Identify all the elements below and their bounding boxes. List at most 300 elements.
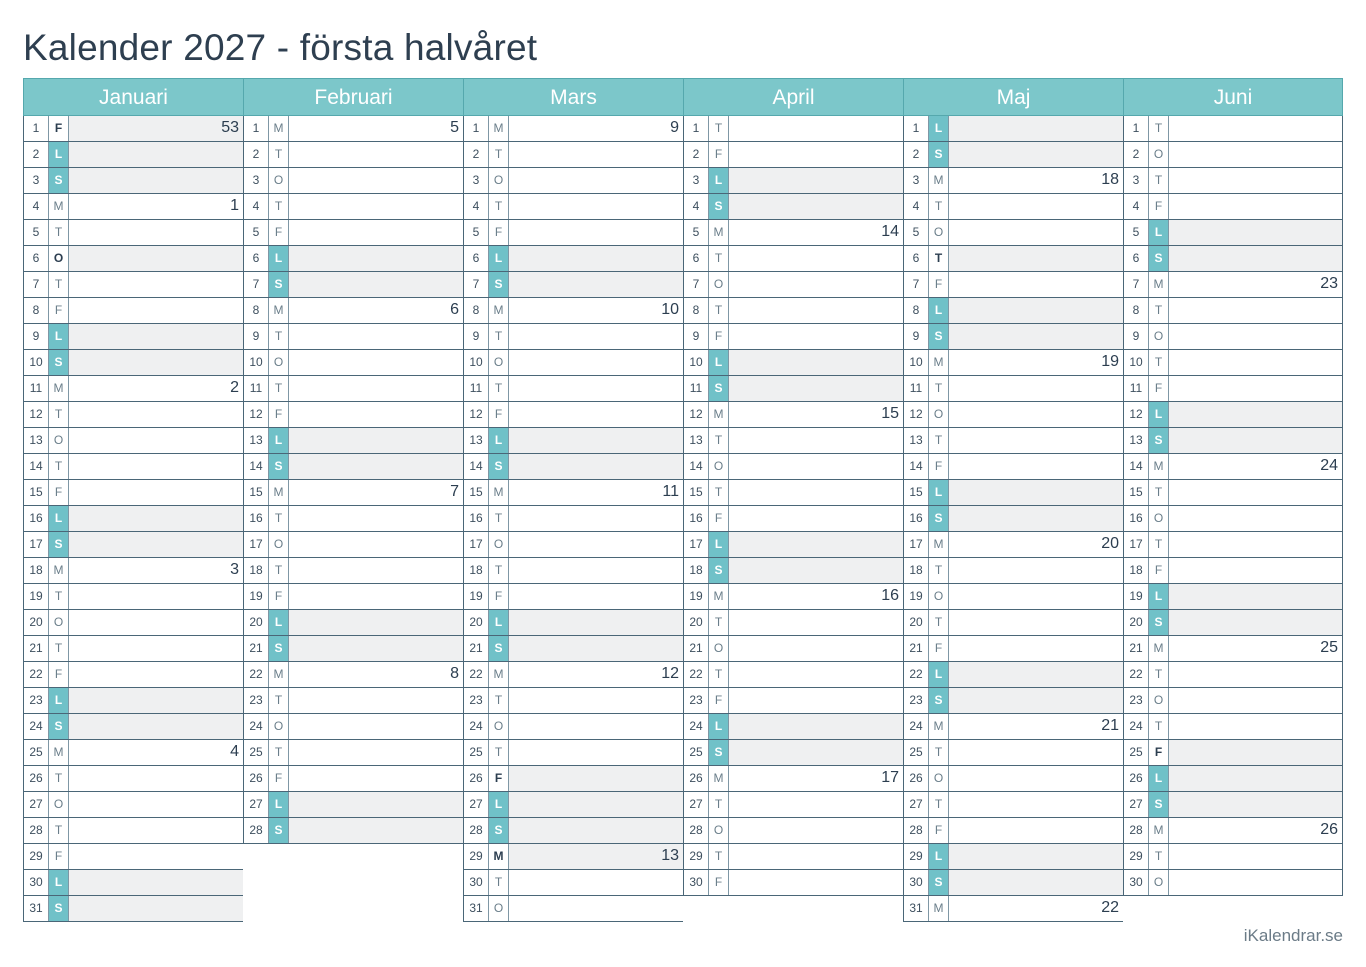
day-note-cell[interactable]	[289, 246, 463, 271]
day-row[interactable]	[243, 506, 463, 532]
day-note-cell[interactable]	[69, 740, 243, 765]
day-note-cell[interactable]	[69, 194, 243, 219]
day-note-cell[interactable]	[729, 506, 903, 531]
day-note-cell[interactable]	[949, 142, 1123, 167]
day-row[interactable]	[23, 376, 243, 402]
day-row[interactable]	[683, 532, 903, 558]
day-row[interactable]	[683, 558, 903, 584]
day-note-cell[interactable]	[949, 246, 1123, 271]
day-note-cell[interactable]	[289, 402, 463, 427]
day-row[interactable]	[243, 246, 463, 272]
day-note-cell[interactable]	[729, 610, 903, 635]
day-row[interactable]	[23, 558, 243, 584]
day-row[interactable]	[903, 662, 1123, 688]
day-note-cell[interactable]	[289, 662, 463, 687]
day-row[interactable]	[683, 350, 903, 376]
day-row[interactable]	[1123, 636, 1343, 662]
day-row[interactable]	[23, 688, 243, 714]
day-row[interactable]	[463, 376, 683, 402]
day-note-cell[interactable]	[949, 376, 1123, 401]
day-note-cell[interactable]	[1169, 610, 1342, 635]
day-row[interactable]	[243, 298, 463, 324]
day-row[interactable]	[903, 740, 1123, 766]
day-note-cell[interactable]	[949, 714, 1123, 739]
day-note-cell[interactable]	[1169, 376, 1342, 401]
day-row[interactable]	[1123, 792, 1343, 818]
day-note-cell[interactable]	[69, 558, 243, 583]
day-note-cell[interactable]	[729, 376, 903, 401]
day-note-cell[interactable]	[729, 454, 903, 479]
day-row[interactable]	[23, 896, 243, 922]
day-row[interactable]	[243, 220, 463, 246]
day-row[interactable]	[903, 142, 1123, 168]
day-row[interactable]	[23, 246, 243, 272]
day-note-cell[interactable]	[69, 714, 243, 739]
day-note-cell[interactable]	[69, 506, 243, 531]
day-note-cell[interactable]	[69, 298, 243, 323]
day-note-cell[interactable]	[949, 818, 1123, 843]
day-note-cell[interactable]	[1169, 428, 1342, 453]
day-row[interactable]	[463, 506, 683, 532]
day-row[interactable]	[683, 246, 903, 272]
day-note-cell[interactable]	[949, 636, 1123, 661]
day-note-cell[interactable]	[729, 636, 903, 661]
day-row[interactable]	[243, 350, 463, 376]
day-note-cell[interactable]	[1169, 324, 1342, 349]
day-row[interactable]	[1123, 844, 1343, 870]
day-note-cell[interactable]	[949, 272, 1123, 297]
day-row[interactable]	[23, 194, 243, 220]
day-row[interactable]	[1123, 766, 1343, 792]
day-row[interactable]	[23, 428, 243, 454]
day-note-cell[interactable]	[949, 402, 1123, 427]
day-row[interactable]	[463, 298, 683, 324]
day-row[interactable]	[23, 506, 243, 532]
day-row[interactable]	[1123, 480, 1343, 506]
day-row[interactable]	[23, 454, 243, 480]
day-row[interactable]	[903, 428, 1123, 454]
day-row[interactable]	[683, 428, 903, 454]
day-row[interactable]	[683, 662, 903, 688]
day-note-cell[interactable]	[729, 818, 903, 843]
day-row[interactable]	[683, 454, 903, 480]
day-note-cell[interactable]	[69, 168, 243, 193]
day-row[interactable]	[903, 116, 1123, 142]
day-row[interactable]	[23, 818, 243, 844]
day-note-cell[interactable]	[289, 714, 463, 739]
day-note-cell[interactable]	[289, 792, 463, 817]
day-row[interactable]	[243, 766, 463, 792]
day-note-cell[interactable]	[949, 896, 1123, 921]
day-row[interactable]	[683, 688, 903, 714]
day-note-cell[interactable]	[289, 298, 463, 323]
day-note-cell[interactable]	[289, 558, 463, 583]
day-note-cell[interactable]	[509, 610, 683, 635]
day-row[interactable]	[903, 896, 1123, 922]
day-row[interactable]	[1123, 454, 1343, 480]
day-row[interactable]	[463, 714, 683, 740]
day-row[interactable]	[463, 350, 683, 376]
day-row[interactable]	[903, 532, 1123, 558]
day-row[interactable]	[1123, 350, 1343, 376]
day-row[interactable]	[1123, 298, 1343, 324]
day-row[interactable]	[1123, 532, 1343, 558]
day-note-cell[interactable]	[509, 558, 683, 583]
day-row[interactable]	[683, 740, 903, 766]
day-note-cell[interactable]	[1169, 844, 1342, 869]
day-note-cell[interactable]	[949, 220, 1123, 245]
day-note-cell[interactable]	[949, 298, 1123, 323]
day-row[interactable]	[683, 610, 903, 636]
day-note-cell[interactable]	[949, 766, 1123, 791]
day-note-cell[interactable]	[1169, 870, 1342, 895]
day-note-cell[interactable]	[289, 818, 463, 843]
day-note-cell[interactable]	[509, 896, 683, 921]
day-row[interactable]	[23, 402, 243, 428]
day-note-cell[interactable]	[729, 220, 903, 245]
day-row[interactable]	[243, 168, 463, 194]
day-row[interactable]	[903, 688, 1123, 714]
day-row[interactable]	[903, 402, 1123, 428]
day-note-cell[interactable]	[509, 428, 683, 453]
day-note-cell[interactable]	[729, 532, 903, 557]
day-note-cell[interactable]	[949, 428, 1123, 453]
day-row[interactable]	[1123, 740, 1343, 766]
day-row[interactable]	[903, 610, 1123, 636]
day-note-cell[interactable]	[509, 298, 683, 323]
day-row[interactable]	[463, 766, 683, 792]
day-note-cell[interactable]	[949, 740, 1123, 765]
day-note-cell[interactable]	[69, 844, 243, 869]
day-note-cell[interactable]	[1169, 532, 1342, 557]
day-row[interactable]	[243, 272, 463, 298]
day-note-cell[interactable]	[949, 532, 1123, 557]
day-note-cell[interactable]	[69, 896, 243, 921]
day-row[interactable]	[683, 480, 903, 506]
day-note-cell[interactable]	[289, 688, 463, 713]
day-row[interactable]	[463, 610, 683, 636]
day-note-cell[interactable]	[289, 506, 463, 531]
day-note-cell[interactable]	[1169, 714, 1342, 739]
day-row[interactable]	[463, 532, 683, 558]
day-note-cell[interactable]	[949, 688, 1123, 713]
day-note-cell[interactable]	[69, 428, 243, 453]
day-note-cell[interactable]	[729, 584, 903, 609]
day-note-cell[interactable]	[949, 194, 1123, 219]
day-row[interactable]	[463, 220, 683, 246]
day-note-cell[interactable]	[729, 298, 903, 323]
day-row[interactable]	[243, 636, 463, 662]
day-row[interactable]	[903, 870, 1123, 896]
day-note-cell[interactable]	[949, 506, 1123, 531]
day-row[interactable]	[1123, 428, 1343, 454]
day-note-cell[interactable]	[289, 350, 463, 375]
day-note-cell[interactable]	[289, 428, 463, 453]
day-note-cell[interactable]	[729, 428, 903, 453]
day-row[interactable]	[463, 454, 683, 480]
day-note-cell[interactable]	[289, 610, 463, 635]
day-row[interactable]	[1123, 402, 1343, 428]
day-row[interactable]	[23, 662, 243, 688]
day-note-cell[interactable]	[1169, 272, 1342, 297]
day-row[interactable]	[243, 428, 463, 454]
day-note-cell[interactable]	[69, 584, 243, 609]
day-note-cell[interactable]	[69, 766, 243, 791]
day-row[interactable]	[1123, 220, 1343, 246]
day-row[interactable]	[463, 194, 683, 220]
day-note-cell[interactable]	[69, 688, 243, 713]
day-row[interactable]	[243, 610, 463, 636]
day-row[interactable]	[683, 870, 903, 896]
day-row[interactable]	[23, 324, 243, 350]
day-row[interactable]	[463, 688, 683, 714]
day-note-cell[interactable]	[729, 870, 903, 895]
day-note-cell[interactable]	[1169, 350, 1342, 375]
day-note-cell[interactable]	[949, 870, 1123, 895]
day-row[interactable]	[463, 818, 683, 844]
day-note-cell[interactable]	[1169, 740, 1342, 765]
day-row[interactable]	[463, 870, 683, 896]
day-note-cell[interactable]	[509, 662, 683, 687]
day-row[interactable]	[243, 454, 463, 480]
day-row[interactable]	[463, 402, 683, 428]
day-note-cell[interactable]	[509, 272, 683, 297]
day-note-cell[interactable]	[729, 766, 903, 791]
day-row[interactable]	[243, 662, 463, 688]
day-row[interactable]	[1123, 246, 1343, 272]
day-row[interactable]	[463, 662, 683, 688]
day-row[interactable]	[683, 818, 903, 844]
day-note-cell[interactable]	[949, 792, 1123, 817]
day-row[interactable]	[903, 558, 1123, 584]
day-row[interactable]	[683, 636, 903, 662]
day-row[interactable]	[903, 272, 1123, 298]
day-note-cell[interactable]	[1169, 584, 1342, 609]
day-row[interactable]	[463, 324, 683, 350]
day-note-cell[interactable]	[729, 792, 903, 817]
day-row[interactable]	[243, 558, 463, 584]
day-row[interactable]	[1123, 194, 1343, 220]
day-row[interactable]	[683, 584, 903, 610]
day-note-cell[interactable]	[949, 844, 1123, 869]
day-row[interactable]	[243, 688, 463, 714]
day-note-cell[interactable]	[729, 480, 903, 505]
day-row[interactable]	[23, 116, 243, 142]
day-row[interactable]	[903, 246, 1123, 272]
day-row[interactable]	[1123, 610, 1343, 636]
day-row[interactable]	[1123, 870, 1343, 896]
day-row[interactable]	[903, 480, 1123, 506]
day-row[interactable]	[683, 714, 903, 740]
day-note-cell[interactable]	[509, 376, 683, 401]
day-row[interactable]	[1123, 584, 1343, 610]
day-row[interactable]	[23, 636, 243, 662]
day-row[interactable]	[683, 324, 903, 350]
day-note-cell[interactable]	[1169, 454, 1342, 479]
day-note-cell[interactable]	[509, 844, 683, 869]
day-note-cell[interactable]	[69, 142, 243, 167]
day-note-cell[interactable]	[69, 870, 243, 895]
day-note-cell[interactable]	[949, 584, 1123, 609]
day-note-cell[interactable]	[1169, 116, 1342, 141]
day-note-cell[interactable]	[1169, 506, 1342, 531]
day-note-cell[interactable]	[69, 818, 243, 843]
day-row[interactable]	[1123, 662, 1343, 688]
day-note-cell[interactable]	[69, 116, 243, 141]
day-note-cell[interactable]	[69, 402, 243, 427]
day-row[interactable]	[243, 116, 463, 142]
day-note-cell[interactable]	[289, 194, 463, 219]
day-row[interactable]	[903, 818, 1123, 844]
day-row[interactable]	[903, 506, 1123, 532]
footer-credit[interactable]: iKalendrar.se	[1243, 926, 1343, 945]
day-row[interactable]	[683, 142, 903, 168]
day-note-cell[interactable]	[509, 766, 683, 791]
day-row[interactable]	[1123, 376, 1343, 402]
day-note-cell[interactable]	[69, 246, 243, 271]
day-note-cell[interactable]	[1169, 168, 1342, 193]
day-note-cell[interactable]	[1169, 298, 1342, 323]
day-row[interactable]	[683, 402, 903, 428]
day-note-cell[interactable]	[509, 740, 683, 765]
day-row[interactable]	[903, 350, 1123, 376]
day-note-cell[interactable]	[949, 324, 1123, 349]
day-note-cell[interactable]	[509, 480, 683, 505]
day-row[interactable]	[463, 740, 683, 766]
day-row[interactable]	[463, 584, 683, 610]
day-row[interactable]	[1123, 116, 1343, 142]
day-note-cell[interactable]	[729, 558, 903, 583]
day-note-cell[interactable]	[289, 116, 463, 141]
day-row[interactable]	[243, 714, 463, 740]
day-note-cell[interactable]	[69, 220, 243, 245]
day-note-cell[interactable]	[69, 454, 243, 479]
day-note-cell[interactable]	[509, 246, 683, 271]
day-note-cell[interactable]	[69, 272, 243, 297]
day-note-cell[interactable]	[289, 532, 463, 557]
day-row[interactable]	[463, 844, 683, 870]
day-row[interactable]	[463, 480, 683, 506]
day-row[interactable]	[463, 246, 683, 272]
day-row[interactable]	[23, 714, 243, 740]
day-row[interactable]	[23, 532, 243, 558]
day-row[interactable]	[463, 272, 683, 298]
day-row[interactable]	[243, 324, 463, 350]
day-note-cell[interactable]	[1169, 142, 1342, 167]
day-note-cell[interactable]	[729, 662, 903, 687]
day-note-cell[interactable]	[729, 350, 903, 375]
day-row[interactable]	[243, 194, 463, 220]
day-row[interactable]	[23, 480, 243, 506]
day-note-cell[interactable]	[289, 168, 463, 193]
day-row[interactable]	[683, 792, 903, 818]
day-note-cell[interactable]	[1169, 766, 1342, 791]
day-row[interactable]	[243, 142, 463, 168]
day-note-cell[interactable]	[69, 480, 243, 505]
day-note-cell[interactable]	[1169, 636, 1342, 661]
day-row[interactable]	[23, 168, 243, 194]
day-note-cell[interactable]	[729, 272, 903, 297]
day-note-cell[interactable]	[509, 714, 683, 739]
day-row[interactable]	[23, 610, 243, 636]
day-row[interactable]	[1123, 506, 1343, 532]
day-note-cell[interactable]	[949, 350, 1123, 375]
day-note-cell[interactable]	[949, 454, 1123, 479]
day-row[interactable]	[903, 376, 1123, 402]
day-row[interactable]	[23, 272, 243, 298]
day-row[interactable]	[23, 740, 243, 766]
day-note-cell[interactable]	[289, 740, 463, 765]
day-row[interactable]	[903, 194, 1123, 220]
day-note-cell[interactable]	[949, 558, 1123, 583]
day-note-cell[interactable]	[729, 168, 903, 193]
day-row[interactable]	[1123, 272, 1343, 298]
day-note-cell[interactable]	[509, 506, 683, 531]
day-note-cell[interactable]	[509, 220, 683, 245]
day-note-cell[interactable]	[69, 324, 243, 349]
day-row[interactable]	[683, 116, 903, 142]
day-note-cell[interactable]	[289, 376, 463, 401]
day-row[interactable]	[683, 194, 903, 220]
day-row[interactable]	[463, 116, 683, 142]
day-row[interactable]	[903, 792, 1123, 818]
day-row[interactable]	[463, 428, 683, 454]
day-row[interactable]	[903, 168, 1123, 194]
day-row[interactable]	[683, 506, 903, 532]
day-row[interactable]	[23, 350, 243, 376]
day-note-cell[interactable]	[729, 142, 903, 167]
day-row[interactable]	[903, 766, 1123, 792]
day-row[interactable]	[1123, 688, 1343, 714]
day-row[interactable]	[243, 480, 463, 506]
day-note-cell[interactable]	[1169, 246, 1342, 271]
day-note-cell[interactable]	[1169, 818, 1342, 843]
day-note-cell[interactable]	[509, 142, 683, 167]
day-note-cell[interactable]	[69, 792, 243, 817]
day-note-cell[interactable]	[729, 194, 903, 219]
day-row[interactable]	[683, 168, 903, 194]
day-note-cell[interactable]	[729, 324, 903, 349]
day-row[interactable]	[243, 584, 463, 610]
day-row[interactable]	[903, 636, 1123, 662]
day-row[interactable]	[463, 896, 683, 922]
day-note-cell[interactable]	[1169, 220, 1342, 245]
day-row[interactable]	[243, 740, 463, 766]
day-note-cell[interactable]	[289, 324, 463, 349]
day-note-cell[interactable]	[509, 532, 683, 557]
day-note-cell[interactable]	[289, 220, 463, 245]
day-note-cell[interactable]	[509, 688, 683, 713]
day-row[interactable]	[1123, 168, 1343, 194]
day-note-cell[interactable]	[509, 870, 683, 895]
day-row[interactable]	[23, 844, 243, 870]
day-note-cell[interactable]	[1169, 792, 1342, 817]
day-row[interactable]	[903, 844, 1123, 870]
day-row[interactable]	[463, 558, 683, 584]
day-note-cell[interactable]	[289, 480, 463, 505]
day-row[interactable]	[683, 272, 903, 298]
day-row[interactable]	[903, 584, 1123, 610]
day-row[interactable]	[1123, 818, 1343, 844]
day-note-cell[interactable]	[949, 168, 1123, 193]
day-note-cell[interactable]	[949, 480, 1123, 505]
day-note-cell[interactable]	[509, 116, 683, 141]
day-row[interactable]	[903, 324, 1123, 350]
day-note-cell[interactable]	[289, 142, 463, 167]
day-note-cell[interactable]	[509, 584, 683, 609]
day-row[interactable]	[683, 766, 903, 792]
day-row[interactable]	[683, 844, 903, 870]
